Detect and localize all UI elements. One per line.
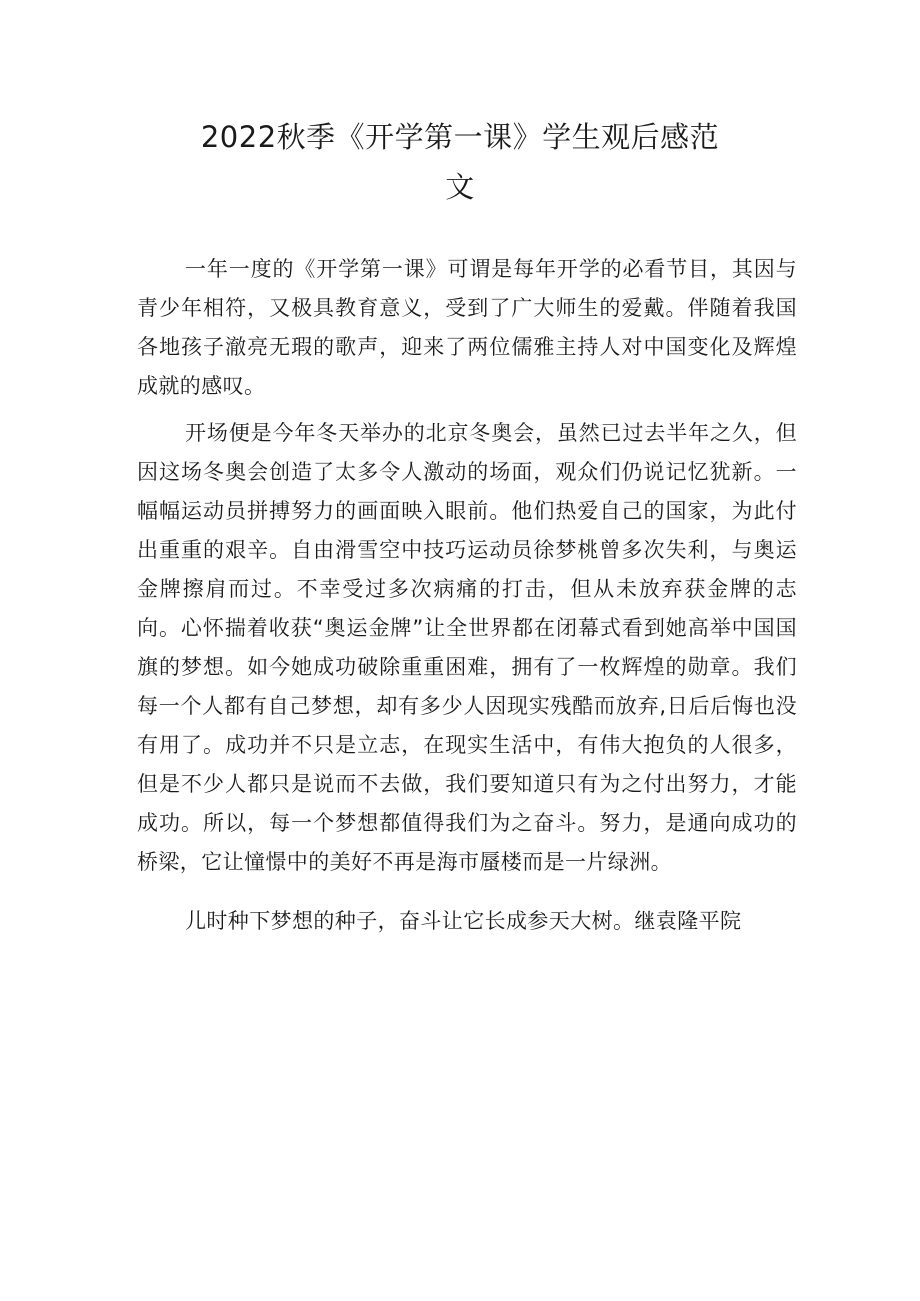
title-line-1: 2022秋季《开学第一课》学生观后感范 <box>200 120 720 154</box>
paragraph-1: 一年一度的《开学第一课》可谓是每年开学的必看节目，其因与青少年相符，又极具教育意义，受到了广大师生的爱戴。伴随着我国各地孩子澈亮无瑕的歌声，迎来了两位儒雅主持人对中国变化及辉煌成就的感叹。 <box>137 257 797 398</box>
paragraph-2: 开场便是今年冬天举办的北京冬奥会，虽然已过去半年之久，但因这场冬奥会创造了太多令人激动的场面，观众们仍说记忆犹新。一幅幅运动员拼搏努力的画面映入眼前。他们热爱自己的国家，为此付出重重的艰辛。自由滑雪空中技巧运动员徐梦桃曾多次失利，与奥运金牌擦肩而过。不幸受过多次病痛的打击，但从未放弃获金牌的志向。心怀揣着收获“奥运金牌”让全世界都在闭幕式看到她高举中国国旗的梦想。如今她成功破除重重困难，拥有了一枚辉煌的勋章。我们每一个人都有自己梦想，却有多少人因现实残酷而放弃,日后后悔也没有用了。成功并不只是立志，在现实生活中，有伟大抱负的人很多，但是不少人都只是说而不去做，我们要知道只有为之付出努力，才能成功。所以，每一个梦想都值得我们为之奋斗。努力，是通向成功的桥梁，它让憧憬中的美好不再是海市蜃楼而是一片绿洲。 <box>137 421 797 874</box>
title-line-2: 文 <box>445 170 475 204</box>
paragraph-3: 儿时种下梦想的种子，奋斗让它长成参天大树。继袁隆平院 <box>185 909 742 933</box>
document-title <box>150 112 770 212</box>
document-body <box>137 250 797 941</box>
